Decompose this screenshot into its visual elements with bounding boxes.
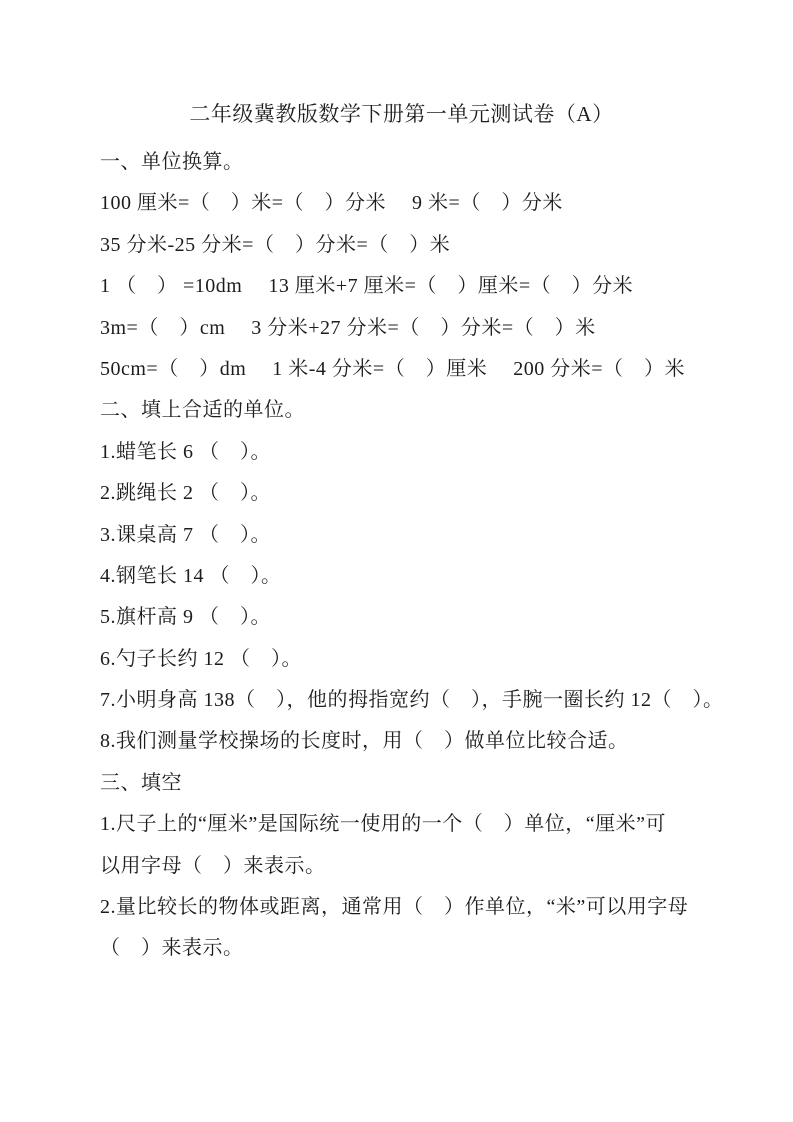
section-1-heading: 一、单位换算。 — [100, 151, 244, 173]
fill-unit-item-5: 5.旗杆高 9 （ ）。 — [100, 606, 271, 629]
fill-unit-item-4: 4.钢笔长 14 （ ）。 — [100, 564, 282, 587]
fill-unit-item-6: 6.勺子长约 12 （ ）。 — [100, 647, 302, 670]
unit-conversion-line-5: 50cm=（ ）dm 1 米-4 分米=（ ）厘米 200 分米=（ ）米 — [100, 357, 685, 380]
unit-conversion-line-2: 35 分米-25 分米=（ ）分米=（ ）米 — [100, 233, 451, 256]
fill-blank-item-1-line-2: 以用字母（ ）来表示。 — [100, 854, 326, 877]
unit-conversion-line-1: 100 厘米=（ ）米=（ ）分米 9 米=（ ）分米 — [100, 192, 563, 215]
unit-conversion-line-3: 1 （ ） =10dm 13 厘米+7 厘米=（ ）厘米=（ ）分米 — [100, 275, 634, 298]
fill-unit-item-3: 3.课桌高 7 （ ）。 — [100, 523, 271, 546]
unit-conversion-line-4: 3m=（ ）cm 3 分米+27 分米=（ ）分米=（ ）米 — [100, 316, 596, 339]
fill-unit-item-1: 1.蜡笔长 6 （ ）。 — [100, 440, 271, 463]
page-title: 二年级冀教版数学下册第一单元测试卷（A） — [189, 102, 614, 126]
section-2-heading: 二、填上合适的单位。 — [100, 399, 305, 422]
fill-unit-item-8: 8.我们测量学校操场的长度时，用（ ）做单位比较合适。 — [100, 730, 629, 753]
fill-unit-item-2: 2.跳绳长 2 （ ）。 — [100, 482, 271, 505]
section-3-heading: 三、填空 — [100, 771, 182, 794]
fill-blank-item-2-line-2: （ ）来表示。 — [100, 937, 244, 960]
fill-blank-item-2-line-1: 2.量比较长的物体或距离，通常用（ ）作单位，“米”可以用字母 — [100, 896, 689, 919]
fill-unit-item-7: 7.小明身高 138（ ），他的拇指宽约（ ），手腕一圈长约 12（ ）。 — [100, 689, 724, 712]
fill-blank-item-1-line-1: 1.尺子上的“厘米”是国际统一使用的一个（ ）单位，“厘米”可 — [100, 813, 667, 836]
